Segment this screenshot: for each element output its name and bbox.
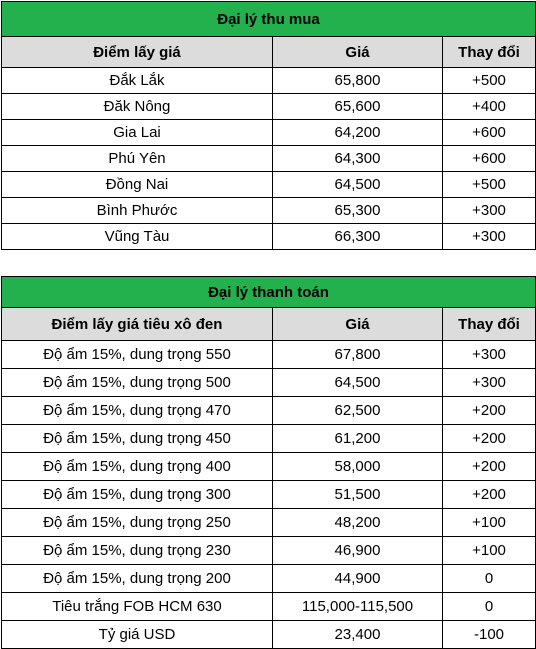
location-cell: Tỷ giá USD xyxy=(2,621,273,649)
location-cell: Vũng Tàu xyxy=(2,224,273,250)
purchase-agent-table xyxy=(1,1,536,250)
table-row xyxy=(2,94,536,120)
price-cell: 65,800 xyxy=(273,68,443,94)
change-cell: +400 xyxy=(443,94,536,120)
location-cell: Độ ẩm 15%, dung trọng 500 xyxy=(2,369,273,397)
price-cell: 62,500 xyxy=(273,397,443,425)
change-cell: +200 xyxy=(443,397,536,425)
change-cell: +300 xyxy=(443,369,536,397)
change-cell: +600 xyxy=(443,146,536,172)
price-cell: 51,500 xyxy=(273,481,443,509)
payment-agent-title: Đại lý thanh toán xyxy=(2,277,536,308)
price-cell: 64,500 xyxy=(273,369,443,397)
change-cell: -100 xyxy=(443,621,536,649)
price-cell: 64,500 xyxy=(273,172,443,198)
change-cell: +100 xyxy=(443,509,536,537)
price-cell: 65,300 xyxy=(273,198,443,224)
column-header-location: Điểm lấy giá tiêu xô đen xyxy=(2,308,273,341)
price-cell: 115,000-115,500 xyxy=(273,593,443,621)
price-cell: 23,400 xyxy=(273,621,443,649)
location-cell: Độ ẩm 15%, dung trọng 300 xyxy=(2,481,273,509)
table-row xyxy=(2,198,536,224)
change-cell: +100 xyxy=(443,537,536,565)
table-row xyxy=(2,425,536,453)
column-header-change: Thay đổi xyxy=(443,37,536,68)
table-row xyxy=(2,369,536,397)
table-row xyxy=(2,341,536,369)
price-cell: 65,600 xyxy=(273,94,443,120)
price-cell: 67,800 xyxy=(273,341,443,369)
change-cell: +200 xyxy=(443,425,536,453)
price-cell: 64,300 xyxy=(273,146,443,172)
location-cell: Tiêu trắng FOB HCM 630 xyxy=(2,593,273,621)
change-cell: +300 xyxy=(443,224,536,250)
location-cell: Độ ẩm 15%, dung trọng 250 xyxy=(2,509,273,537)
purchase-agent-title: Đại lý thu mua xyxy=(2,2,536,37)
column-header-price: Giá xyxy=(273,308,443,341)
location-cell: Đăk Nông xyxy=(2,94,273,120)
table-row xyxy=(2,593,536,621)
price-cell: 44,900 xyxy=(273,565,443,593)
table-row xyxy=(2,146,536,172)
location-cell: Đắk Lắk xyxy=(2,68,273,94)
location-cell: Bình Phước xyxy=(2,198,273,224)
price-cell: 58,000 xyxy=(273,453,443,481)
price-cell: 61,200 xyxy=(273,425,443,453)
change-cell: +200 xyxy=(443,481,536,509)
location-cell: Độ ẩm 15%, dung trọng 450 xyxy=(2,425,273,453)
location-cell: Độ ẩm 15%, dung trọng 550 xyxy=(2,341,273,369)
change-cell: +200 xyxy=(443,453,536,481)
table-row xyxy=(2,224,536,250)
change-cell: +500 xyxy=(443,68,536,94)
column-header-change: Thay đổi xyxy=(443,308,536,341)
change-cell: 0 xyxy=(443,565,536,593)
column-header-price: Giá xyxy=(273,37,443,68)
table-row xyxy=(2,509,536,537)
price-cell: 46,900 xyxy=(273,537,443,565)
price-cell: 48,200 xyxy=(273,509,443,537)
table-row xyxy=(2,481,536,509)
change-cell: +300 xyxy=(443,341,536,369)
table-row xyxy=(2,453,536,481)
column-header-location: Điểm lấy giá xyxy=(2,37,273,68)
location-cell: Độ ẩm 15%, dung trọng 230 xyxy=(2,537,273,565)
table-row xyxy=(2,172,536,198)
change-cell: +600 xyxy=(443,120,536,146)
price-cell: 64,200 xyxy=(273,120,443,146)
payment-agent-table xyxy=(1,276,536,649)
price-cell: 66,300 xyxy=(273,224,443,250)
table-row xyxy=(2,565,536,593)
location-cell: Độ ẩm 15%, dung trọng 400 xyxy=(2,453,273,481)
table-row xyxy=(2,621,536,649)
location-cell: Phú Yên xyxy=(2,146,273,172)
change-cell: +300 xyxy=(443,198,536,224)
table-row xyxy=(2,397,536,425)
location-cell: Đồng Nai xyxy=(2,172,273,198)
table-row xyxy=(2,537,536,565)
change-cell: 0 xyxy=(443,593,536,621)
location-cell: Độ ẩm 15%, dung trọng 470 xyxy=(2,397,273,425)
table-row xyxy=(2,68,536,94)
change-cell: +500 xyxy=(443,172,536,198)
location-cell: Gia Lai xyxy=(2,120,273,146)
table-row xyxy=(2,120,536,146)
location-cell: Độ ẩm 15%, dung trọng 200 xyxy=(2,565,273,593)
